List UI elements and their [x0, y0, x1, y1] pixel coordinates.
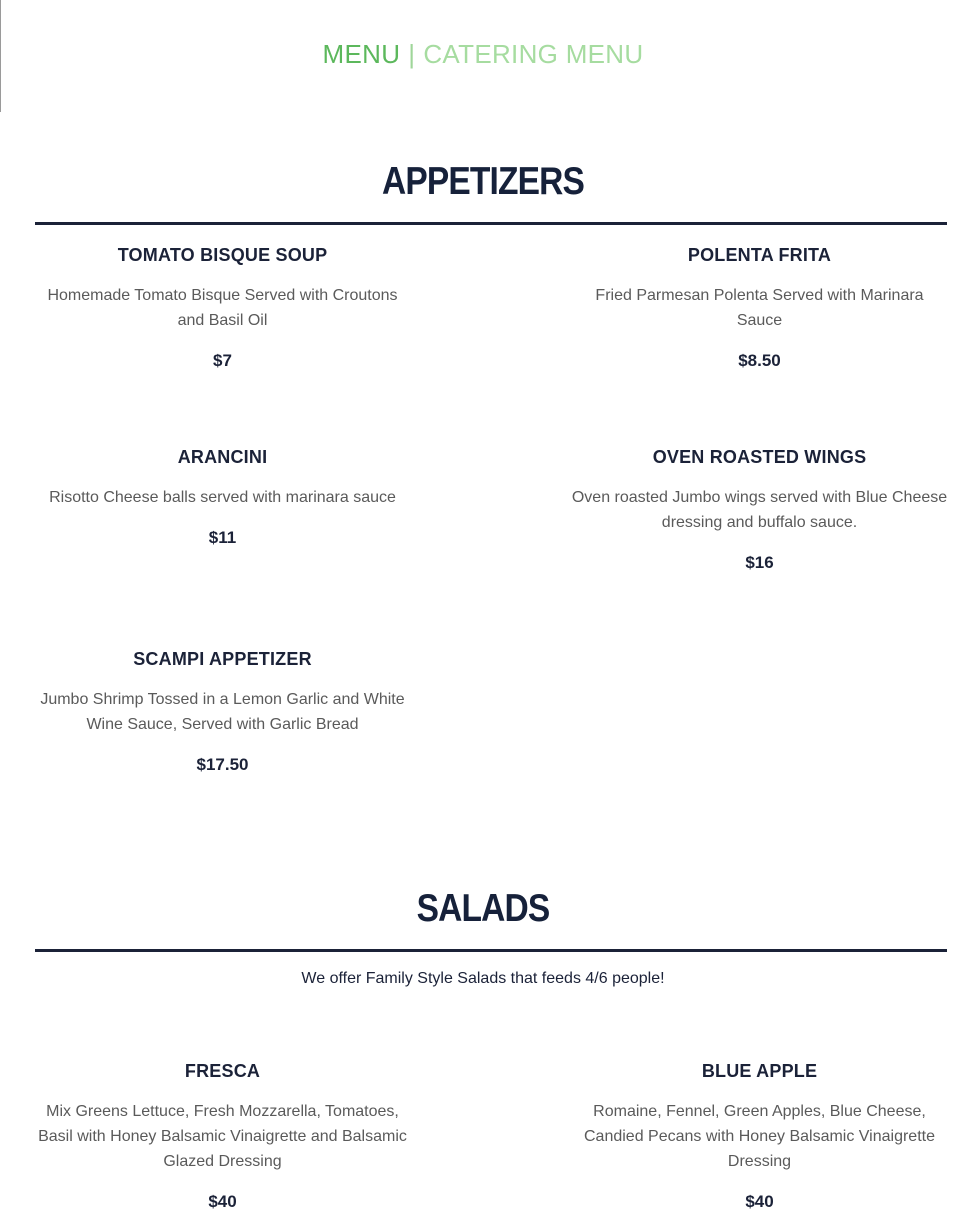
menu-item-blue-apple: [566, 1061, 953, 1212]
tab-separator: |: [408, 39, 416, 69]
item-price: $7: [213, 351, 232, 370]
item-name: ARANCINI: [177, 447, 268, 467]
menu-item-polenta-frita: [566, 245, 953, 371]
item-price: $11: [208, 528, 237, 547]
item-price: $40: [745, 1192, 774, 1211]
item-description: Jumbo Shrimp Tossed in a Lemon Garlic and White Wine Sauce, Served with Garlic Bread: [40, 691, 405, 733]
menu-item-tomato-bisque-soup: [35, 245, 410, 371]
salads-title: SALADS: [416, 887, 550, 930]
menu-item-oven-roasted-wings: [566, 447, 953, 573]
salads-divider: [35, 949, 947, 952]
item-description: Oven roasted Jumbo wings served with Blue Cheese dressing and buffalo sauce.: [571, 489, 948, 531]
item-name: FRESCA: [184, 1061, 261, 1081]
salads-note: We offer Family Style Salads that feeds 4/6 people!: [301, 970, 665, 987]
item-price: $40: [208, 1192, 237, 1211]
item-name: OVEN ROASTED WINGS: [652, 447, 867, 467]
tab-menu[interactable]: MENU: [322, 39, 401, 69]
menu-item-fresca: [35, 1061, 410, 1212]
item-description: Mix Greens Lettuce, Fresh Mozzarella, Tomatoes, Basil with Honey Balsamic Vinaigrette and Balsamic Glazed Dressing: [38, 1103, 407, 1170]
appetizers-divider: [35, 222, 947, 225]
menu-item-arancini: [35, 447, 410, 548]
menu-item-scampi-appetizer: [35, 649, 410, 775]
item-price: $16: [745, 553, 774, 572]
item-name: BLUE APPLE: [701, 1061, 818, 1081]
tab-catering-menu[interactable]: CATERING MENU: [423, 39, 644, 69]
item-name: TOMATO BISQUE SOUP: [117, 245, 328, 265]
appetizers-title: APPETIZERS: [382, 160, 584, 203]
menu-tabs: [0, 38, 966, 70]
item-description: Risotto Cheese balls served with marinara sauce: [49, 489, 396, 506]
item-price: $8.50: [738, 351, 781, 370]
item-price: $17.50: [196, 755, 249, 774]
item-name: POLENTA FRITA: [687, 245, 832, 265]
item-description: Romaine, Fennel, Green Apples, Blue Cheese, Candied Pecans with Honey Balsamic Vinaigrette Dressing: [583, 1103, 935, 1170]
item-description: Homemade Tomato Bisque Served with Croutons and Basil Oil: [47, 287, 398, 329]
item-name: SCAMPI APPETIZER: [133, 649, 312, 669]
item-description: Fried Parmesan Polenta Served with Marinara Sauce: [595, 287, 924, 329]
